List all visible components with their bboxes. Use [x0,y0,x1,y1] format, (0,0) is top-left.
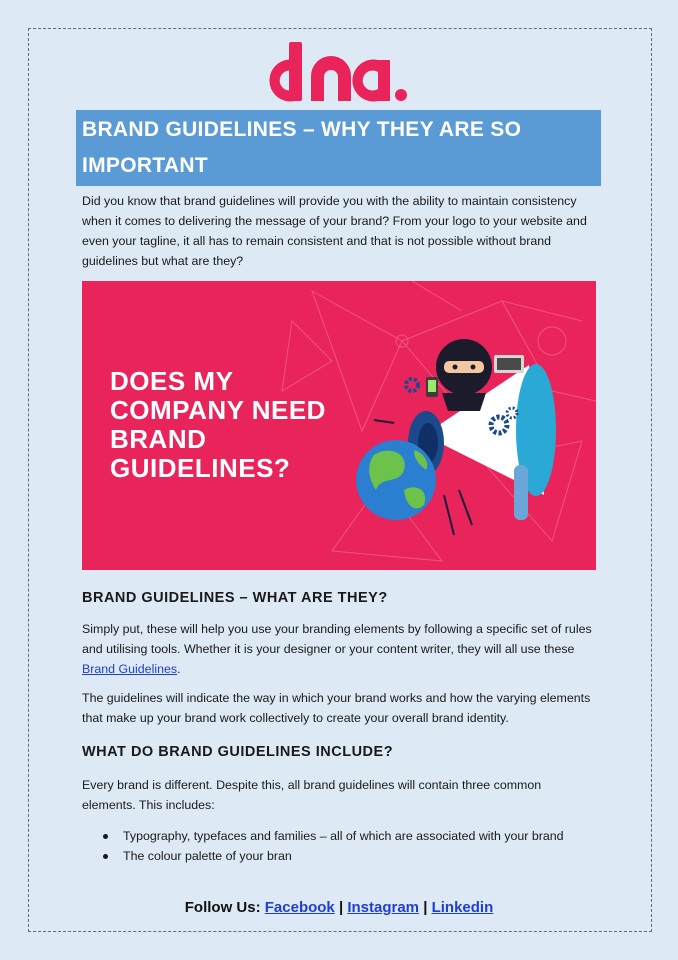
section1-paragraph2: The guidelines will indicate the way in which your brand works and how the varying elements that make up your brand work collectively to create your overall brand identity. [82,691,591,725]
footer-social-links [0,899,678,916]
section-heading-what-are-they: BRAND GUIDELINES – WHAT ARE THEY? [82,590,388,606]
instagram-link[interactable]: Instagram [347,899,420,916]
linkedin-link[interactable]: Linkedin [431,899,494,916]
hero-banner [82,281,596,570]
facebook-link[interactable]: Facebook [264,899,335,916]
separator: | [338,899,344,916]
section2-paragraph: Every brand is different. Despite this, all brand guidelines will contain three common elements. This includes: [82,778,542,812]
separator: | [423,899,428,916]
section1-paragraph1-text: Simply put, these will help you use your branding elements by following a specific set of rules and utilising tools. Whether it is your designer or your content writer, they will all use these [82,622,592,656]
section-heading-what-include: WHAT DO BRAND GUIDELINES INCLUDE? [82,744,394,760]
hero-line: DOES MY [110,366,234,396]
title-bar [76,110,601,186]
follow-us-label: Follow Us: [184,899,261,916]
list-item: The colour palette of your bran [82,846,592,866]
hero-line: BRAND [110,424,207,454]
megaphone-ninja-globe-illustration [354,325,584,565]
hero-line: GUIDELINES? [110,453,291,483]
brand-guidelines-link[interactable]: Brand Guidelines [82,662,178,676]
hero-line: COMPANY NEED [110,395,326,425]
includes-list [82,826,592,866]
section1-paragraph1 [82,619,592,679]
page-title: BRAND GUIDELINES – WHY THEY ARE SO IMPORTANT [82,118,522,177]
dna-logo [0,40,678,109]
list-item: Typography, typefaces and families – all of which are associated with your brand [82,826,592,846]
intro-paragraph: Did you know that brand guidelines will provide you with the ability to maintain consistency when it comes to delivering the message of your brand? From your logo to your website and even your tagline, it all has to remain consistent and that is not possible without brand guidelines but what are they? [82,194,587,268]
hero-heading [110,367,326,483]
section1-paragraph1-end: . [177,662,181,676]
